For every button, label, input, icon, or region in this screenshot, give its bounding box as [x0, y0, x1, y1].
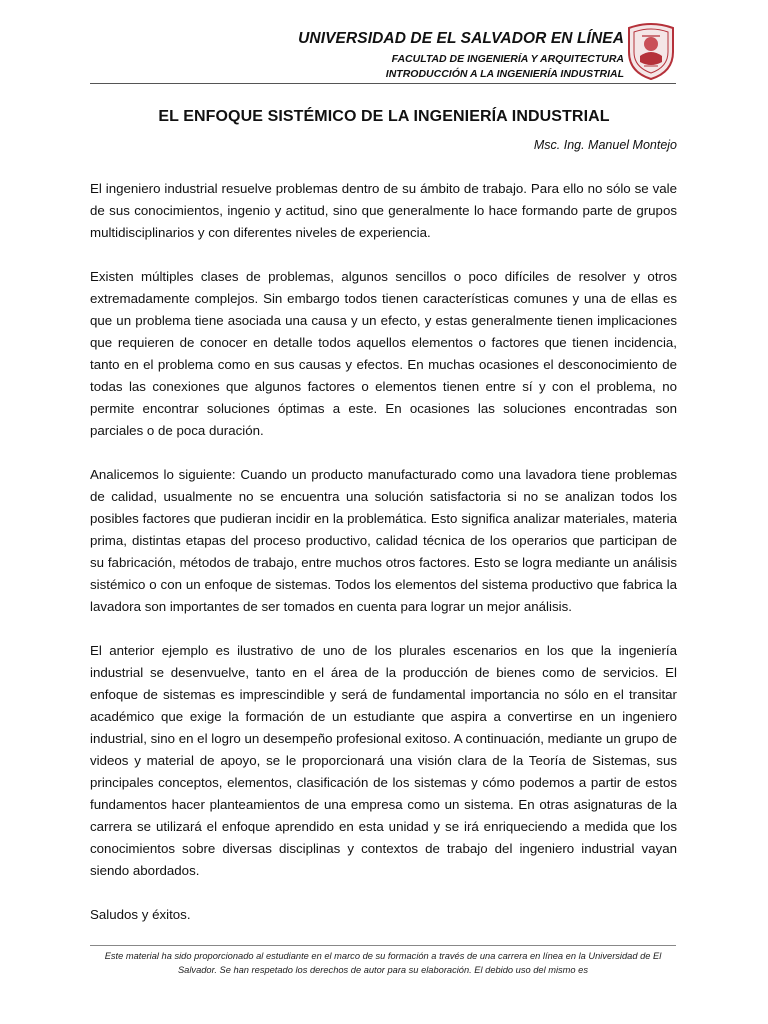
paragraph: El ingeniero industrial resuelve problemas dentro de su ámbito de trabajo. Para ello no sólo se vale de sus conocimientos, ingenio y actitud, sino que generalmente lo hace formando parte de grupos multidisciplinarios y con diferentes niveles de experiencia. — [90, 181, 677, 240]
paragraph: El anterior ejemplo es ilustrativo de uno de los plurales escenarios en los que la ingeniería industrial se desenvuelve, tanto en el área de la producción de bienes como de servicios. El enfoque de sistemas es imprescindible y será de fundamental importancia no sólo en el transitar académico que exige la formación de un estudiante que aspira a convertirse en un ingeniero industrial, sino en el logro un desempeño profesional exitoso. A continuación, mediante un grupo de videos y material de apoyo, se le proporcionará una visión clara de la Teoría de Sistemas, sus principales conceptos, elementos, clasificación de los sistemas y cómo podemos a partir de estos fundamentos hacer planteamientos de una empresa como un sistema. En otras asignaturas de la carrera se utilizará el enfoque aprendido en esta unidad y se irá enriqueciendo a medida que los conocimientos sobre diversas disciplinas y contextos de trabajo del ingeniero industrial vayan siendo abordados. — [90, 643, 677, 878]
paragraph: Analicemos lo siguiente: Cuando un producto manufacturado como una lavadora tiene problemas de calidad, usualmente no se encuentra una solución satisfactoria si no se analizan todos los posibles factores que pudieran incidir en la problemática. Esto significa analizar materiales, materia prima, distintas etapas del proceso productivo, calidad técnica de los operarios que participan de su fabricación, métodos de trabajo, entre muchos otros factores. Esto se logra mediante un análisis sistémico o con un enfoque de sistemas. Todos los elementos del sistema productivo que fabrica la lavadora son importantes de ser tomados en cuenta para lograr un mejor análisis. — [90, 467, 677, 614]
document-body — [90, 178, 677, 948]
faculty-name: FACULTAD DE INGENIERÍA Y ARQUITECTURA — [391, 53, 624, 65]
university-title: UNIVERSIDAD DE EL SALVADOR EN LÍNEA — [298, 30, 624, 47]
university-seal-icon — [626, 22, 676, 80]
author-name: Msc. Ing. Manuel Montejo — [533, 138, 677, 152]
document-title: EL ENFOQUE SISTÉMICO DE LA INGENIERÍA INDUSTRIAL — [158, 108, 610, 125]
footer-divider — [90, 945, 676, 946]
paragraph: Existen múltiples clases de problemas, algunos sencillos o poco difíciles de resolver y otros extremadamente complejos. Sin embargo todos tienen características comunes y una de ellas es que un problema tiene asociada una causa y un efecto, y estas generalmente tienen implicaciones que requieren de conocer en detalle todos aquellos elementos o factores que tienen incidencia, tanto en el problema como en sus causas y efectos. En muchas ocasiones el desconocimiento de todas las conexiones que algunos factores o elementos tienen entre sí y con el problema, no permite encontrar soluciones óptimas a este. En ocasiones las soluciones encontradas son parciales o de poca duración. — [90, 269, 677, 438]
header-divider — [90, 83, 676, 84]
course-name: INTRODUCCIÓN A LA INGENIERÍA INDUSTRIAL — [385, 68, 624, 80]
closing-line: Saludos y éxitos. — [90, 907, 191, 922]
footer-note: Este material ha sido proporcionado al estudiante en el marco de su formación a través de una carrera en línea en la Universidad de El Salvador. Se han respetado los derechos de autor para su elaboración. El debido uso del mismo es — [104, 951, 662, 975]
